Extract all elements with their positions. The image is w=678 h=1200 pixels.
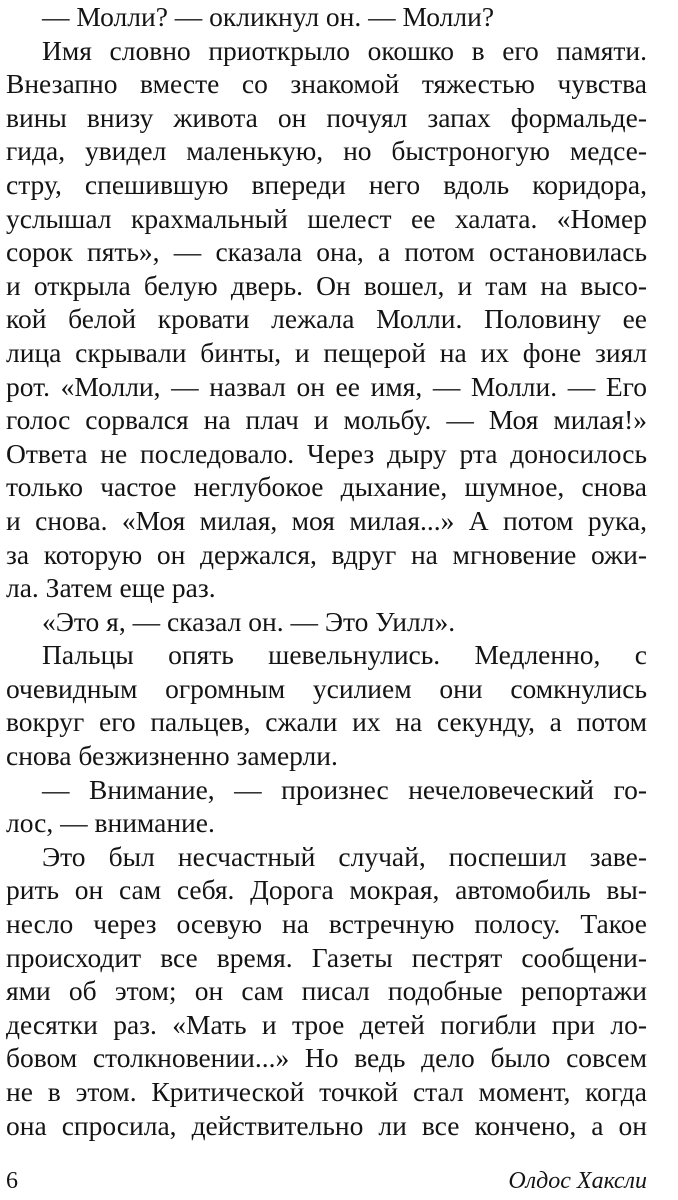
text-line: Ответа не последовало. Через дыру рта доносилось [6, 437, 647, 469]
text-line: Это был несчастный случай, поспешил заве- [42, 840, 647, 872]
text-line: снова безжизненно замерли. [6, 740, 338, 772]
text-line: вокруг его пальцев, сжали их на секунду, а потом [6, 706, 647, 738]
text-line: не в этом. Критической точкой стал момент, когда [6, 1076, 647, 1107]
text-line: — Молли? — окликнул он. — Молли? [42, 1, 495, 32]
text-line: услышал крахмальный шелест ее халата. «Номер [6, 202, 647, 234]
text-line: лос, — внимание. [6, 807, 215, 839]
paragraph [6, 34, 647, 605]
text-line: рить он сам себя. Дорога мокрая, автомобиль вы- [6, 874, 647, 906]
text-line: происходит все время. Газеты пестрят сообщени- [6, 941, 647, 973]
page-number: 6 [6, 1168, 18, 1194]
paragraph [6, 605, 647, 639]
text-line: бовом столкновении...» Но ведь дело было совсем [6, 1042, 647, 1074]
text-line: она спросила, действительно ли все кончено, а он [6, 1109, 647, 1141]
text-line: стру, спешившую впереди него вдоль коридора, [6, 168, 647, 200]
text-line: несло через осевую на встречную полосу. Такое [6, 908, 647, 940]
text-line: Имя словно приоткрыло окошко в его памяти. [42, 34, 647, 66]
text-line: рот. «Молли, — назвал он ее имя, — Молли. — Его [6, 370, 647, 402]
text-line: голос сорвался на плач и мольбу. — Моя милая!» [6, 404, 647, 436]
text-line: сорок пять», — сказала она, а потом остановилась [6, 236, 647, 268]
text-line: очевидным огромным усилием они сомкнулись [6, 672, 647, 704]
text-line: гида, увидел маленькую, но быстроногую медсе- [6, 135, 647, 167]
paragraph [6, 638, 647, 772]
text-line: кой белой кровати лежала Молли. Половину ее [6, 303, 647, 335]
paragraph [6, 0, 647, 34]
text-line: ла. Затем еще раз. [6, 572, 216, 604]
text-line: только частое неглубокое дыхание, шумное, снова [6, 471, 647, 503]
text-line: лица скрывали бинты, и пещерой на их фоне зиял [6, 336, 647, 368]
text-line: — Внимание, — произнес нечеловеческий го- [42, 773, 647, 805]
text-line: Внезапно вместе со знакомой тяжестью чувства [6, 68, 647, 100]
text-line: и снова. «Моя милая, моя милая...» А потом рука, [6, 504, 647, 536]
text-line: Пальцы опять шевельнулись. Медленно, с [42, 639, 647, 671]
paragraph [6, 840, 647, 1142]
text-line: вины внизу живота он почуял запах формальде- [6, 101, 647, 133]
page-footer [6, 1166, 647, 1196]
running-title: Олдос Хаксли [508, 1168, 647, 1194]
body-text [6, 0, 647, 1142]
paragraph [6, 773, 647, 840]
text-line: за которую он держался, вдруг на мгновение ожи- [6, 538, 647, 570]
text-line: ями об этом; он сам писал подобные репортажи [6, 975, 647, 1007]
text-line: и открыла белую дверь. Он вошел, и там на высо- [6, 269, 647, 301]
text-line: «Это я, — сказал он. — Это Уилл». [42, 605, 456, 637]
text-line: десятки раз. «Мать и трое детей погибли при ло- [6, 1008, 647, 1040]
